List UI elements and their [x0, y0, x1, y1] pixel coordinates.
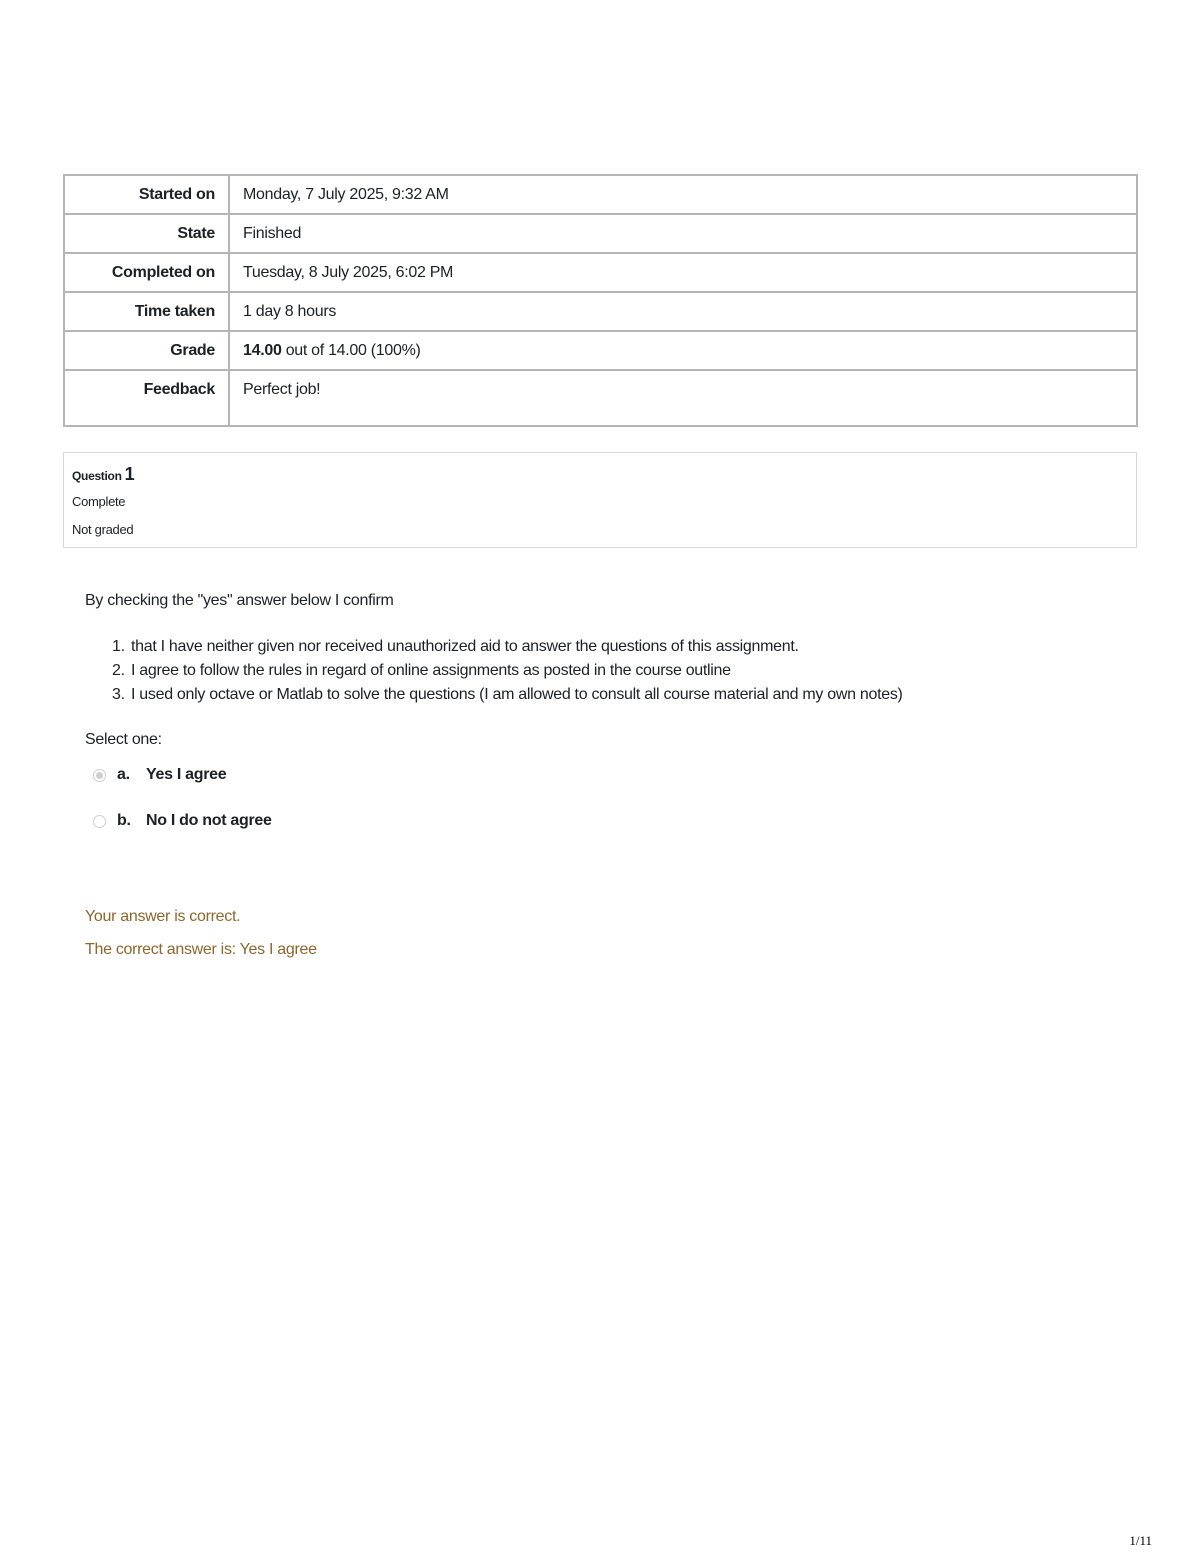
summary-label: Grade	[64, 331, 229, 370]
list-item-number: 2.	[112, 662, 125, 679]
correct-answer-feedback: The correct answer is: Yes I agree	[85, 941, 317, 958]
option-letter: b.	[117, 812, 131, 829]
page-number: 1/11	[1129, 1533, 1152, 1548]
grade-score: 14.00	[243, 342, 282, 359]
summary-row-completed	[64, 253, 1137, 292]
summary-row-feedback	[64, 370, 1137, 426]
answer-option-b[interactable]	[93, 812, 272, 830]
list-item-number: 1.	[112, 638, 125, 655]
summary-value: Finished	[229, 214, 1137, 253]
specific-feedback: Your answer is correct.	[85, 908, 241, 925]
summary-row-state	[64, 214, 1137, 253]
question-text: By checking the "yes" answer below I confirm	[85, 592, 394, 609]
select-one-prompt: Select one:	[85, 731, 162, 748]
summary-label: Time taken	[64, 292, 229, 331]
confirmation-list	[112, 636, 903, 708]
radio-button-selected[interactable]	[93, 769, 106, 782]
question-label: Question	[72, 469, 122, 483]
summary-value: 1 day 8 hours	[229, 292, 1137, 331]
summary-value	[229, 331, 1137, 370]
radio-button[interactable]	[93, 815, 106, 828]
summary-label: Completed on	[64, 253, 229, 292]
attempt-summary-table	[63, 174, 1138, 427]
question-number	[72, 464, 134, 485]
summary-label: Feedback	[64, 370, 229, 426]
list-item-text: that I have neither given nor received unauthorized aid to answer the questions of this assignment.	[131, 638, 799, 655]
list-item	[112, 660, 903, 684]
summary-label: State	[64, 214, 229, 253]
question-grade: Not graded	[72, 522, 134, 537]
list-item	[112, 684, 903, 708]
summary-row-grade	[64, 331, 1137, 370]
grade-out-of: out of 14.00 (100%)	[281, 342, 421, 359]
question-info-box	[63, 452, 1137, 548]
summary-value: Tuesday, 8 July 2025, 6:02 PM	[229, 253, 1137, 292]
summary-row-started	[64, 175, 1137, 214]
answer-option-a[interactable]	[93, 766, 226, 784]
list-item-text: I agree to follow the rules in regard of online assignments as posted in the course outline	[131, 662, 731, 679]
list-item-number: 3.	[112, 686, 125, 703]
option-letter: a.	[117, 766, 130, 783]
summary-value: Monday, 7 July 2025, 9:32 AM	[229, 175, 1137, 214]
option-label: Yes I agree	[146, 766, 227, 783]
summary-row-time-taken	[64, 292, 1137, 331]
question-state: Complete	[72, 494, 126, 509]
list-item	[112, 636, 903, 660]
question-number-value: 1	[124, 464, 135, 484]
option-label: No I do not agree	[146, 812, 272, 829]
list-item-text: I used only octave or Matlab to solve the questions (I am allowed to consult all course material and my own notes)	[131, 686, 903, 703]
summary-value: Perfect job!	[229, 370, 1137, 426]
summary-label: Started on	[64, 175, 229, 214]
